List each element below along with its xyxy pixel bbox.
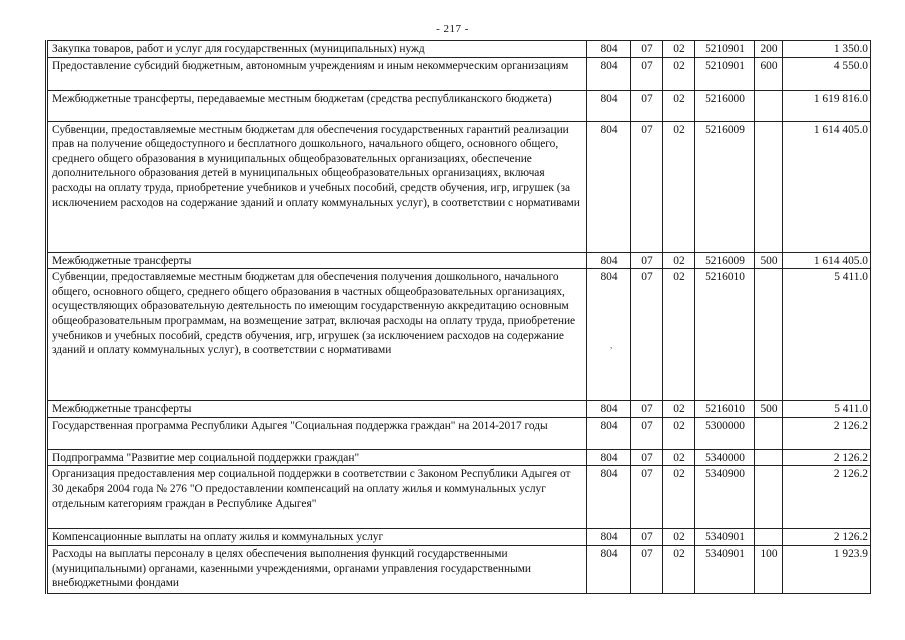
row-name: Организация предоставления мер социальной поддержки в соответствии с Законом Республики Адыгея от 30 декабря 2004 года № 276 "О предоставлении компенсаций на оплату жилья и коммунальных услуг отдельным категориям граждан в Республике Адыгея" — [47, 466, 587, 529]
row-rz: 07 — [631, 252, 663, 269]
row-name: Межбюджетные трансферты — [47, 252, 587, 269]
row-glav: 804 — [587, 449, 631, 466]
row-csr: 5216009 — [695, 121, 755, 252]
row-sum: 1 619 816.0 — [783, 90, 871, 121]
row-sum: 2 126.2 — [783, 529, 871, 546]
row-vr: 500 — [755, 252, 783, 269]
row-name: Предоставление субсидий бюджетным, автономным учреждениям и иным некоммерческим организациям — [47, 57, 587, 90]
row-vr: 100 — [755, 545, 783, 593]
row-csr: 5216000 — [695, 90, 755, 121]
row-pr: 02 — [663, 466, 695, 529]
row-pr: 02 — [663, 252, 695, 269]
row-rz: 07 — [631, 269, 663, 401]
row-csr: 5340901 — [695, 545, 755, 593]
row-glav: 804 — [587, 57, 631, 90]
page-number: - 217 - — [436, 23, 469, 35]
row-rz: 07 — [631, 529, 663, 546]
row-vr — [755, 529, 783, 546]
row-name: Государственная программа Республики Адыгея "Социальная поддержка граждан" на 2014-2017 годы — [47, 417, 587, 449]
row-vr: 500 — [755, 401, 783, 418]
row-glav: 804 — [587, 417, 631, 449]
row-pr: 02 — [663, 41, 695, 58]
row-sum: 5 411.0 — [783, 269, 871, 401]
row-vr — [755, 269, 783, 401]
row-name: Субвенции, предоставляемые местным бюджетам для обеспечения получения дошкольного, начального общего, основного общего, среднего общего образования в частных общеобразовательных организациях, осуществляющих образовательную деятельность по имеющим государственную аккредитацию основным общеобразовательным программам, на возмещение затрат, включая расходы на оплату труда, приобретение учебников и учебных пособий, средств обучения, игр, игрушек (за исключением расходов на содержание зданий и оплату коммунальных услуг), в соответствии с нормативами — [47, 269, 587, 401]
row-sum: 1 923.9 — [783, 545, 871, 593]
row-pr: 02 — [663, 57, 695, 90]
row-glav: 804 — [587, 401, 631, 418]
row-csr: 5300000 — [695, 417, 755, 449]
row-sum: 2 126.2 — [783, 466, 871, 529]
table-row — [47, 90, 871, 121]
row-name: Межбюджетные трансферты — [47, 401, 587, 418]
row-pr: 02 — [663, 269, 695, 401]
table-row — [47, 417, 871, 449]
row-csr: 5340901 — [695, 529, 755, 546]
table-row — [47, 269, 871, 401]
row-csr: 5216010 — [695, 401, 755, 418]
table-row — [47, 466, 871, 529]
row-vr — [755, 121, 783, 252]
row-vr: 600 — [755, 57, 783, 90]
row-sum: 4 550.0 — [783, 57, 871, 90]
row-sum: 2 126.2 — [783, 449, 871, 466]
row-pr: 02 — [663, 449, 695, 466]
row-name: Закупка товаров, работ и услуг для государственных (муниципальных) нужд — [47, 41, 587, 58]
row-csr: 5216010 — [695, 269, 755, 401]
row-glav: 804 — [587, 529, 631, 546]
row-rz: 07 — [631, 449, 663, 466]
row-name: Расходы на выплаты персоналу в целях обеспечения выполнения функций государственными (муниципальными) органами, казенными учреждениями, органами управления государственными внебюджетными фондами — [47, 545, 587, 593]
table-row — [47, 252, 871, 269]
row-rz: 07 — [631, 466, 663, 529]
row-rz: 07 — [631, 545, 663, 593]
row-vr — [755, 417, 783, 449]
row-sum: 1 350.0 — [783, 41, 871, 58]
row-name: Межбюджетные трансферты, передаваемые местным бюджетам (средства республиканского бюджета) — [47, 90, 587, 121]
row-pr: 02 — [663, 401, 695, 418]
row-csr: 5340900 — [695, 466, 755, 529]
row-sum: 5 411.0 — [783, 401, 871, 418]
row-pr: 02 — [663, 121, 695, 252]
row-csr: 5340000 — [695, 449, 755, 466]
row-glav: 804 — [587, 121, 631, 252]
row-csr: 5210901 — [695, 41, 755, 58]
row-rz: 07 — [631, 417, 663, 449]
row-glav: 804 — [587, 269, 631, 401]
row-rz: 07 — [631, 57, 663, 90]
table-row — [47, 57, 871, 90]
row-name: Компенсационные выплаты на оплату жилья и коммунальных услуг — [47, 529, 587, 546]
row-rz: 07 — [631, 90, 663, 121]
row-rz: 07 — [631, 401, 663, 418]
row-csr: 5216009 — [695, 252, 755, 269]
row-sum: 1 614 405.0 — [783, 121, 871, 252]
scan-speck: , — [610, 340, 613, 350]
row-sum: 1 614 405.0 — [783, 252, 871, 269]
table-row — [47, 529, 871, 546]
row-vr — [755, 466, 783, 529]
row-pr: 02 — [663, 529, 695, 546]
row-csr: 5210901 — [695, 57, 755, 90]
table-row — [47, 41, 871, 58]
row-vr: 200 — [755, 41, 783, 58]
table-row — [47, 449, 871, 466]
row-glav: 804 — [587, 252, 631, 269]
row-glav: 804 — [587, 466, 631, 529]
row-name: Субвенции, предоставляемые местным бюджетам для обеспечения государственных гарантий реализации прав на получение общедоступного и бесплатного дошкольного, начального общего, основного общего, среднего общего образования в муниципальных общеобразовательных организациях, обеспечение дополнительного образования детей в муниципальных общеобразовательных организациях, включая расходы на оплату труда, приобретение учебников и учебных пособий, средств обучения, игр, игрушек (за исключением расходов на содержание зданий и оплату коммунальных услуг), в соответствии с нормативами — [47, 121, 587, 252]
row-rz: 07 — [631, 41, 663, 58]
row-pr: 02 — [663, 417, 695, 449]
row-glav: 804 — [587, 41, 631, 58]
row-glav: 804 — [587, 90, 631, 121]
row-glav: 804 — [587, 545, 631, 593]
table-row — [47, 545, 871, 593]
row-rz: 07 — [631, 121, 663, 252]
budget-table — [45, 40, 871, 594]
table-row — [47, 401, 871, 418]
row-vr — [755, 90, 783, 121]
row-pr: 02 — [663, 545, 695, 593]
row-sum: 2 126.2 — [783, 417, 871, 449]
table-row — [47, 121, 871, 252]
row-pr: 02 — [663, 90, 695, 121]
row-name: Подпрограмма "Развитие мер социальной поддержки граждан" — [47, 449, 587, 466]
row-vr — [755, 449, 783, 466]
